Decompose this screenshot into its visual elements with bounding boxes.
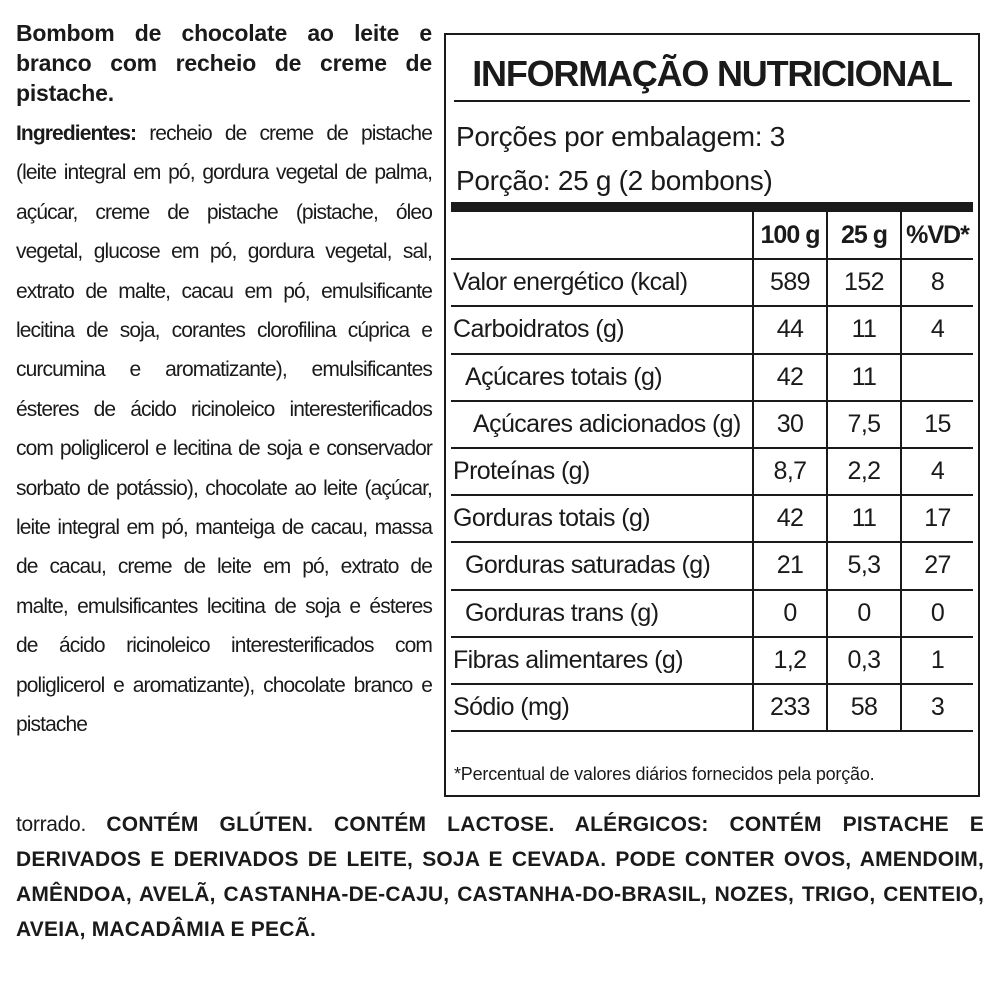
nutrient-name: Gorduras saturadas (g) xyxy=(451,542,753,589)
thick-divider xyxy=(451,202,973,212)
ingredients-column xyxy=(16,18,432,745)
nutrition-footnote: *Percentual de valores diários fornecidos pela porção. xyxy=(454,764,875,784)
ingredients-text: recheio de creme de pistache (leite integral em pó, gordura vegetal de palma, açúcar, creme de pistache (pistache, óleo vegetal, glucose em pó, gordura vegetal, sal, extrato de malte, cacau em pó, emulsificante lecitina de soja, corantes clorofilina cúprica e curcumina e aromatizante), emulsificantes ésteres de ácido ricinoleico interesterificados com poliglicerol e lecitina de soja e conservador sorbato de potássio), chocolate ao leite (açúcar, leite integral em pó, manteiga de cacau, massa de cacau, creme de leite em pó, extrato de malte, emulsificantes lecitina de soja e ésteres de ácido ricinoleico interesterificados com poliglicerol e aromatizante), chocolate branco e pistache xyxy=(16,122,432,737)
nutrition-row xyxy=(451,495,973,542)
servings-per-package: Porções por embalagem: 3 xyxy=(456,121,785,152)
value-per-25g: 11 xyxy=(827,306,901,353)
nutrition-row xyxy=(451,354,973,401)
ingredients-continuation-text: torrado. xyxy=(16,813,107,836)
header-daily-value: %VD* xyxy=(901,212,973,259)
value-per-25g: 152 xyxy=(827,259,901,306)
nutrition-table xyxy=(451,212,973,732)
value-per-25g: 11 xyxy=(827,354,901,401)
value-per-25g: 0 xyxy=(827,590,901,637)
nutrition-row xyxy=(451,401,973,448)
value-per-25g: 11 xyxy=(827,495,901,542)
nutrition-row xyxy=(451,306,973,353)
value-daily-percent: 15 xyxy=(901,401,973,448)
nutrition-header-row xyxy=(451,212,973,259)
nutrient-name: Proteínas (g) xyxy=(451,448,753,495)
nutrient-name: Gorduras totais (g) xyxy=(451,495,753,542)
nutrient-name: Fibras alimentares (g) xyxy=(451,637,753,684)
value-daily-percent xyxy=(901,354,973,401)
nutrition-row xyxy=(451,259,973,306)
value-per-100g: 233 xyxy=(753,684,827,731)
value-daily-percent: 17 xyxy=(901,495,973,542)
value-daily-percent: 1 xyxy=(901,637,973,684)
value-per-100g: 30 xyxy=(753,401,827,448)
value-per-25g: 0,3 xyxy=(827,637,901,684)
value-per-100g: 44 xyxy=(753,306,827,353)
value-per-25g: 5,3 xyxy=(827,542,901,589)
nutrition-row xyxy=(451,684,973,731)
nutrition-rows xyxy=(451,259,973,731)
nutrient-name: Carboidratos (g) xyxy=(451,306,753,353)
ingredients-title: Ingredientes: xyxy=(16,122,137,145)
nutrition-facts-panel xyxy=(444,33,980,797)
header-per-100g: 100 g xyxy=(753,212,827,259)
value-daily-percent: 4 xyxy=(901,448,973,495)
title-divider xyxy=(454,100,970,102)
nutrition-row xyxy=(451,448,973,495)
nutrition-row xyxy=(451,637,973,684)
value-per-25g: 58 xyxy=(827,684,901,731)
nutrient-name: Valor energético (kcal) xyxy=(451,259,753,306)
header-nutrient xyxy=(451,212,753,259)
value-per-100g: 42 xyxy=(753,354,827,401)
value-daily-percent: 27 xyxy=(901,542,973,589)
ingredients-paragraph xyxy=(16,114,432,745)
value-per-100g: 8,7 xyxy=(753,448,827,495)
value-per-25g: 2,2 xyxy=(827,448,901,495)
serving-size: Porção: 25 g (2 bombons) xyxy=(456,165,773,196)
value-daily-percent: 0 xyxy=(901,590,973,637)
value-per-100g: 1,2 xyxy=(753,637,827,684)
nutrient-name: Açúcares totais (g) xyxy=(451,354,753,401)
value-daily-percent: 8 xyxy=(901,259,973,306)
nutrition-title: INFORMAÇÃO NUTRICIONAL xyxy=(472,53,952,94)
value-per-100g: 21 xyxy=(753,542,827,589)
value-per-100g: 42 xyxy=(753,495,827,542)
value-daily-percent: 3 xyxy=(901,684,973,731)
value-per-100g: 589 xyxy=(753,259,827,306)
value-per-100g: 0 xyxy=(753,590,827,637)
nutrient-name: Sódio (mg) xyxy=(451,684,753,731)
value-per-25g: 7,5 xyxy=(827,401,901,448)
value-daily-percent: 4 xyxy=(901,306,973,353)
header-per-25g: 25 g xyxy=(827,212,901,259)
nutrition-row xyxy=(451,590,973,637)
ingredients-continuation xyxy=(16,807,984,947)
nutrient-name: Açúcares adicionados (g) xyxy=(451,401,753,448)
nutrition-row xyxy=(451,542,973,589)
product-name: Bombom de chocolate ao leite e branco com recheio de creme de pistache. xyxy=(16,20,432,106)
nutrient-name: Gorduras trans (g) xyxy=(451,590,753,637)
allergen-statement: CONTÉM GLÚTEN. CONTÉM LACTOSE. ALÉRGICOS: CONTÉM PISTACHE E DERIVADOS E DERIVADOS DE LEITE, SOJA E CEVADA. PODE CONTER OVOS, AMENDOIM, AMÊNDOA, AVELÃ, CASTANHA-DE-CAJU, CASTANHA-DO-BRASIL, NOZES, TRIGO, CENTEIO, AVEIA, MACADÂMIA E PECÃ. xyxy=(16,813,984,941)
